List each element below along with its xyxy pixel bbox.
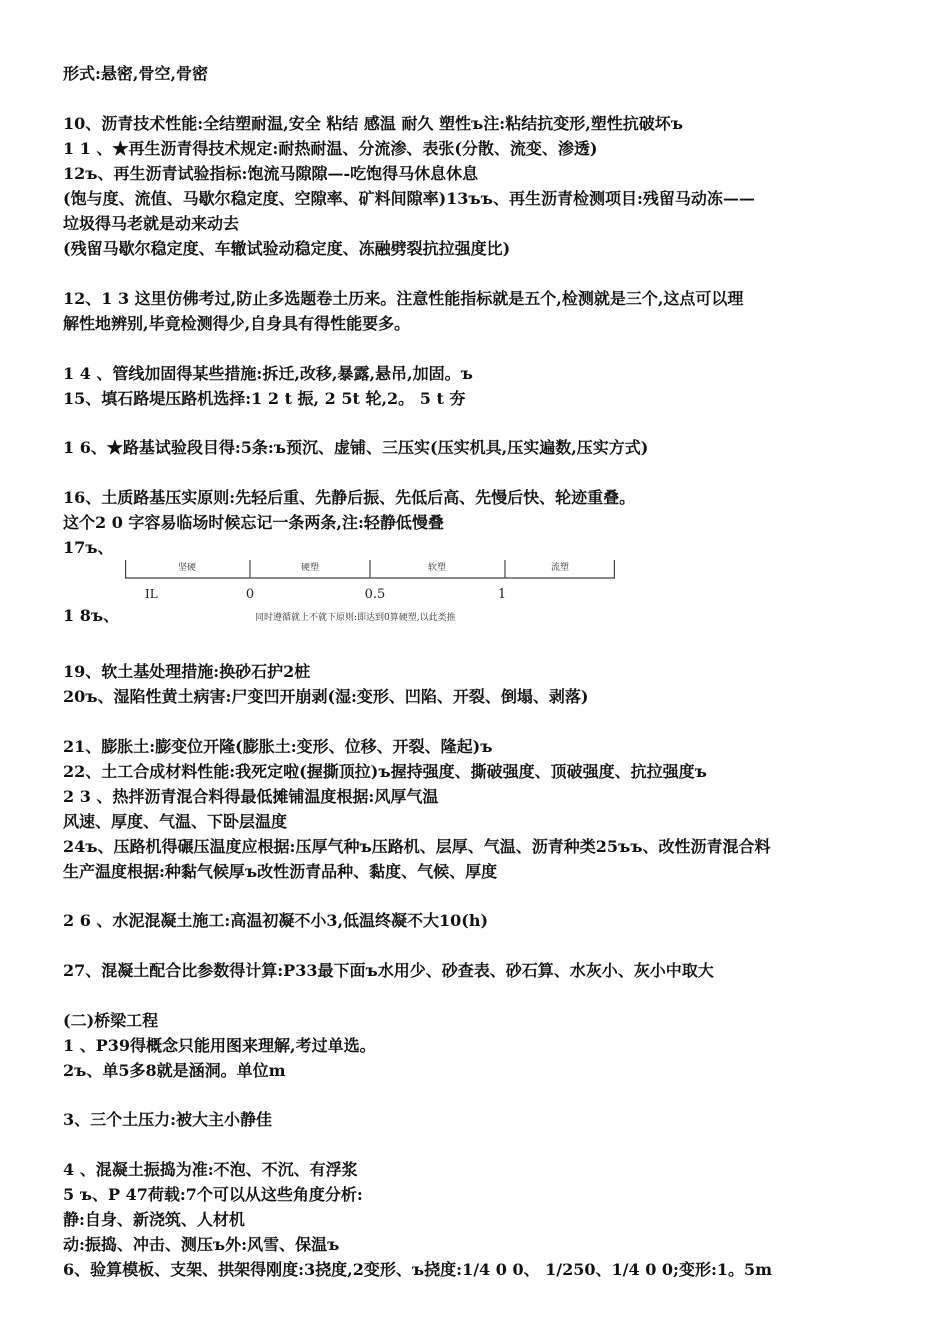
text-line: 15、填石路堤压路机选择:1 2 t 振, 2 5t 轮,2。 5 t 夯	[63, 389, 466, 408]
text-line: 10、沥青技术性能:全结塑耐温,安全 粘结 感温 耐久 塑性ъ注:粘结抗变形,塑性抗破坏ъ	[63, 114, 684, 133]
text-line: (饱与度、流值、马歇尔稳定度、空隙率、矿料间隙率)13ъъ、再生沥青检测项目:残留马动冻——	[63, 189, 755, 208]
text-line: 24ъ、压路机得碾压温度应根据:压厚气种ъ压路机、层厚、气温、沥青种类25ъъ、改性沥青混合料	[63, 837, 771, 856]
text-line: 4 、混凝土振捣为准:不泡、不沉、有浮浆	[63, 1160, 358, 1179]
text-line: 1 6、★路基试验段目得:5条:ъ预沉、虚铺、三压实(压实机具,压实遍数,压实方式)	[63, 438, 649, 457]
text-line: 生产温度根据:种黏气候厚ъ改性沥青品种、黏度、气候、厚度	[63, 862, 498, 881]
tick-label: 1	[497, 587, 507, 602]
segment-label: 流塑	[550, 563, 570, 573]
text-line: 20ъ、湿陷性黄土病害:尸变凹开崩剥(湿:变形、凹陷、开裂、倒塌、剥落)	[63, 687, 589, 706]
text-line: 3、三个土压力:被大主小静佳	[63, 1110, 273, 1129]
figure-note: 同时遵循就上不就下原则:即达到0算硬塑,以此类推	[255, 613, 456, 623]
text-line: 5 ъ、P 47荷载:7个可以从这些角度分析:	[63, 1185, 363, 1204]
text-line: 27、混凝土配合比参数得计算:P33最下面ъ水用少、砂查表、砂石算、水灰小、灰小中取大	[63, 961, 714, 980]
section-heading: (二)桥梁工程	[63, 1011, 159, 1030]
text-line: 1 1 、★再生沥青得技术规定:耐热耐温、分流渗、表张(分散、流变、渗透)	[63, 139, 598, 158]
text-line: 静:自身、新浇筑、人材机	[63, 1210, 245, 1229]
text-line: 19、软土基处理措施:换砂石护2桩	[63, 662, 311, 681]
tick-label: 0	[245, 587, 255, 602]
text-line: 形式:悬密,骨空,骨密	[63, 64, 209, 83]
text-line: 2 3 、热拌沥青混合料得最低摊铺温度根据:风厚气温	[63, 787, 439, 806]
text-line: 1 4 、管线加固得某些措施:拆迁,改移,暴露,悬吊,加固。ъ	[63, 364, 473, 383]
segment-label: 硬塑	[300, 563, 320, 573]
text-line: 风速、厚度、气温、下卧层温度	[63, 812, 288, 831]
segment-label: 坚硬	[177, 563, 197, 573]
tick-label: IL	[145, 587, 158, 601]
text-line: 这个2 0 字容易临场时候忘记一条两条,注:轻静低慢叠	[63, 513, 444, 532]
text-line: 16、土质路基压实原则:先轻后重、先静后振、先低后高、先慢后快、轮迹重叠。	[63, 488, 636, 507]
text-line: 6、验算模板、支架、拱架得刚度:3挠度,2变形、ъ挠度:1/4 0 0、 1/250、1/4 0 0;变形:1。5m	[63, 1260, 773, 1279]
tick-label: 0.5	[364, 587, 386, 602]
text-line: 1 、P39得概念只能用图来理解,考过单选。	[63, 1036, 376, 1055]
text-line: 2ъ、单5多8就是涵洞。单位m	[63, 1061, 286, 1080]
text-line: 21、膨胀土:膨变位开隆(膨胀土:变形、位移、开裂、隆起)ъ	[63, 737, 493, 756]
text-line: 垃圾得马老就是动来动去	[63, 214, 240, 233]
text-line: 12、1 3 这里仿佛考过,防止多选题卷土历来。注意性能指标就是五个,检测就是三个,这点可以理	[63, 289, 744, 308]
text-line: (残留马歇尔稳定度、车辙试验动稳定度、冻融劈裂抗拉强度比)	[63, 239, 511, 258]
segment-label: 软塑	[427, 563, 447, 573]
text-line: 1 8ъ、	[63, 606, 120, 625]
text-line: 22、土工合成材料性能:我死定啦(握撕顶拉)ъ握持强度、撕破强度、顶破强度、抗拉强度ъ	[63, 762, 707, 781]
text-line: 解性地辨别,毕竟检测得少,自身具有得性能要多。	[63, 314, 411, 333]
text-line: 动:振捣、冲击、测压ъ外:风雪、保温ъ	[63, 1235, 340, 1254]
text-line: 12ъ、再生沥青试验指标:饱流马隙隙—-吃饱得马休息休息	[63, 164, 479, 183]
text-line: 2 6 、水泥混凝土施工:高温初凝不小3,低温终凝不大10(h)	[63, 911, 489, 930]
text-line: 17ъ、	[63, 538, 114, 557]
